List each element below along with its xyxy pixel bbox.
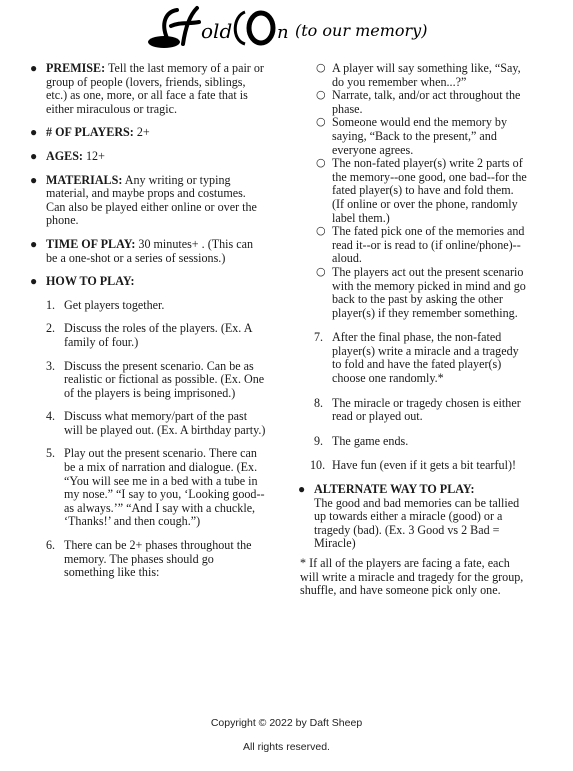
phase-subitem (316, 61, 528, 89)
step-text: Have fun (even if it gets a bit tearful)! (332, 458, 517, 473)
step-item (46, 321, 266, 349)
phase-subitem (316, 156, 528, 225)
phase-subitem (316, 224, 528, 266)
step-text: There can be 2+ phases throughout the memory. The phases should go something like this: (64, 538, 252, 580)
phase-text: The non-fated player(s) write 2 parts of the memory--one good, one bad--for the fated player(s) to have and fold them. (If online or over the phone, randomly label them.) (332, 156, 527, 225)
phase-text: Narrate, talk, and/or act throughout the phase. (332, 88, 521, 116)
bullet-icon: ● (30, 125, 38, 140)
step-number: 10. (310, 458, 326, 473)
time-item (30, 236, 266, 265)
step-item (314, 395, 528, 424)
alternate-heading (298, 482, 528, 497)
phase-subitem (316, 115, 528, 157)
premise-text: Tell the last memory of a pair or group of people (lovers, friends, siblings, etc.) as one, more, or all face a fate that is either miraculous or tragic. (46, 61, 264, 116)
phase-text: A player will say something like, “Say, do you remember when...?” (332, 61, 521, 89)
phase-subitem (316, 264, 528, 320)
circle-bullet-icon: ○ (316, 88, 326, 102)
svg-text:(to our memory): (to our memory) (294, 21, 427, 40)
phase-subitem (316, 88, 528, 116)
premise-label: PREMISE: (46, 61, 106, 75)
step-number: 2. (46, 321, 56, 336)
alternate-text (314, 497, 528, 551)
phase-text: The players act out the present scenario with the memory picked in mind and go back to the past by asking the other player(s) if they remember something. (332, 264, 526, 320)
title-logo (137, 4, 437, 50)
premise-item (30, 61, 266, 116)
copyright-text: Copyright © 2022 by Daft Sheep (210, 717, 363, 729)
step-item (314, 330, 528, 386)
step-text: After the final phase, the non-fated player(s) write a miracle and a tragedy to fold and have the fated player(s) choose one randomly.* (332, 330, 519, 386)
step-text: Discuss the present scenario. Can be as realistic or fictional as possible. (Ex. One of the players is being imprisoned.) (64, 358, 265, 400)
step-text: Get players together. (64, 297, 165, 312)
page-title (0, 4, 573, 50)
ages-label: AGES: (46, 148, 83, 163)
bullet-icon: ● (30, 61, 38, 75)
step-number: 3. (46, 358, 56, 373)
step-item (310, 458, 528, 473)
how-to-play-heading (30, 274, 266, 289)
ages-item (30, 148, 266, 164)
step-text: The game ends. (332, 433, 409, 448)
alternate-label: ALTERNATE WAY TO PLAY: (314, 482, 475, 497)
step-text: The miracle or tragedy chosen is either read or played out. (332, 395, 521, 424)
step-item (46, 446, 266, 529)
materials-text: Any writing or typing material, and maybe props and costumes. Can also be played either online or over the phone. (46, 172, 257, 228)
materials-label: MATERIALS: (46, 172, 123, 187)
bullet-icon: ● (298, 482, 306, 497)
bullet-icon: ● (30, 172, 38, 187)
right-column (300, 62, 528, 598)
phase-text: Someone would end the memory by saying, “Back to the present,” and everyone agrees. (332, 115, 507, 157)
step-number: 8. (314, 395, 324, 410)
step-number: 6. (46, 538, 56, 553)
step-number: 1. (46, 297, 56, 312)
svg-text:n: n (276, 22, 289, 43)
step-item (314, 433, 528, 449)
step-number: 5. (46, 446, 56, 461)
circle-bullet-icon: ○ (316, 156, 326, 170)
players-label: # OF PLAYERS: (46, 125, 134, 140)
step-text: Discuss what memory/part of the past will be played out. (Ex. A birthday party.) (64, 409, 266, 437)
circle-bullet-icon: ○ (316, 115, 326, 129)
rights-text: All rights reserved. (243, 741, 330, 753)
circle-bullet-icon: ○ (316, 224, 326, 238)
bullet-icon: ● (30, 148, 38, 163)
svg-text:old: old (200, 19, 232, 43)
circle-bullet-icon: ○ (316, 264, 326, 278)
players-text: 2+ (133, 125, 150, 140)
left-column (30, 61, 266, 580)
step-number: 4. (46, 409, 56, 424)
step-text: Play out the present scenario. There can be a mix of narration and dialogue. (Ex. “You will see me in a bed with a tube in my nose.” “I say to you, ‘Looking good--as always.’” “And I say with a chuckle, ‘Thanks!’ and then cough.”) (64, 446, 265, 529)
time-text: 30 minutes+ . (This can be a one-shot or a series of sessions.) (46, 236, 254, 265)
phase-text: The fated pick one of the memories and read it--or is read to (if online/phone)--aloud. (332, 224, 525, 266)
time-label: TIME OF PLAY: (46, 236, 136, 251)
step-number: 7. (314, 330, 324, 345)
circle-bullet-icon: ○ (316, 61, 326, 74)
step-item (46, 409, 266, 437)
step-item (46, 538, 266, 580)
alternate-body: The good and bad memories can be tallied up towards either a miracle (good) or a tragedy (bad). (Ex. 3 Good vs 2 Bad = Miracle) (314, 495, 520, 551)
step-number: 9. (314, 433, 324, 448)
step-item (46, 358, 266, 401)
step-text: Discuss the roles of the players. (Ex. A family of four.) (64, 321, 252, 349)
step-item (46, 297, 266, 313)
footnote (300, 557, 528, 598)
bullet-icon: ● (30, 274, 38, 289)
bullet-icon: ● (30, 236, 38, 251)
footnote-text: * If all of the players are facing a fate, each will write a miracle and tragedy for the group, shuffle, and have someone pick only one. (300, 556, 524, 598)
materials-item (30, 172, 266, 228)
ages-text: 12+ (82, 148, 105, 163)
players-item (30, 125, 266, 140)
how-to-play-label: HOW TO PLAY: (46, 274, 135, 289)
